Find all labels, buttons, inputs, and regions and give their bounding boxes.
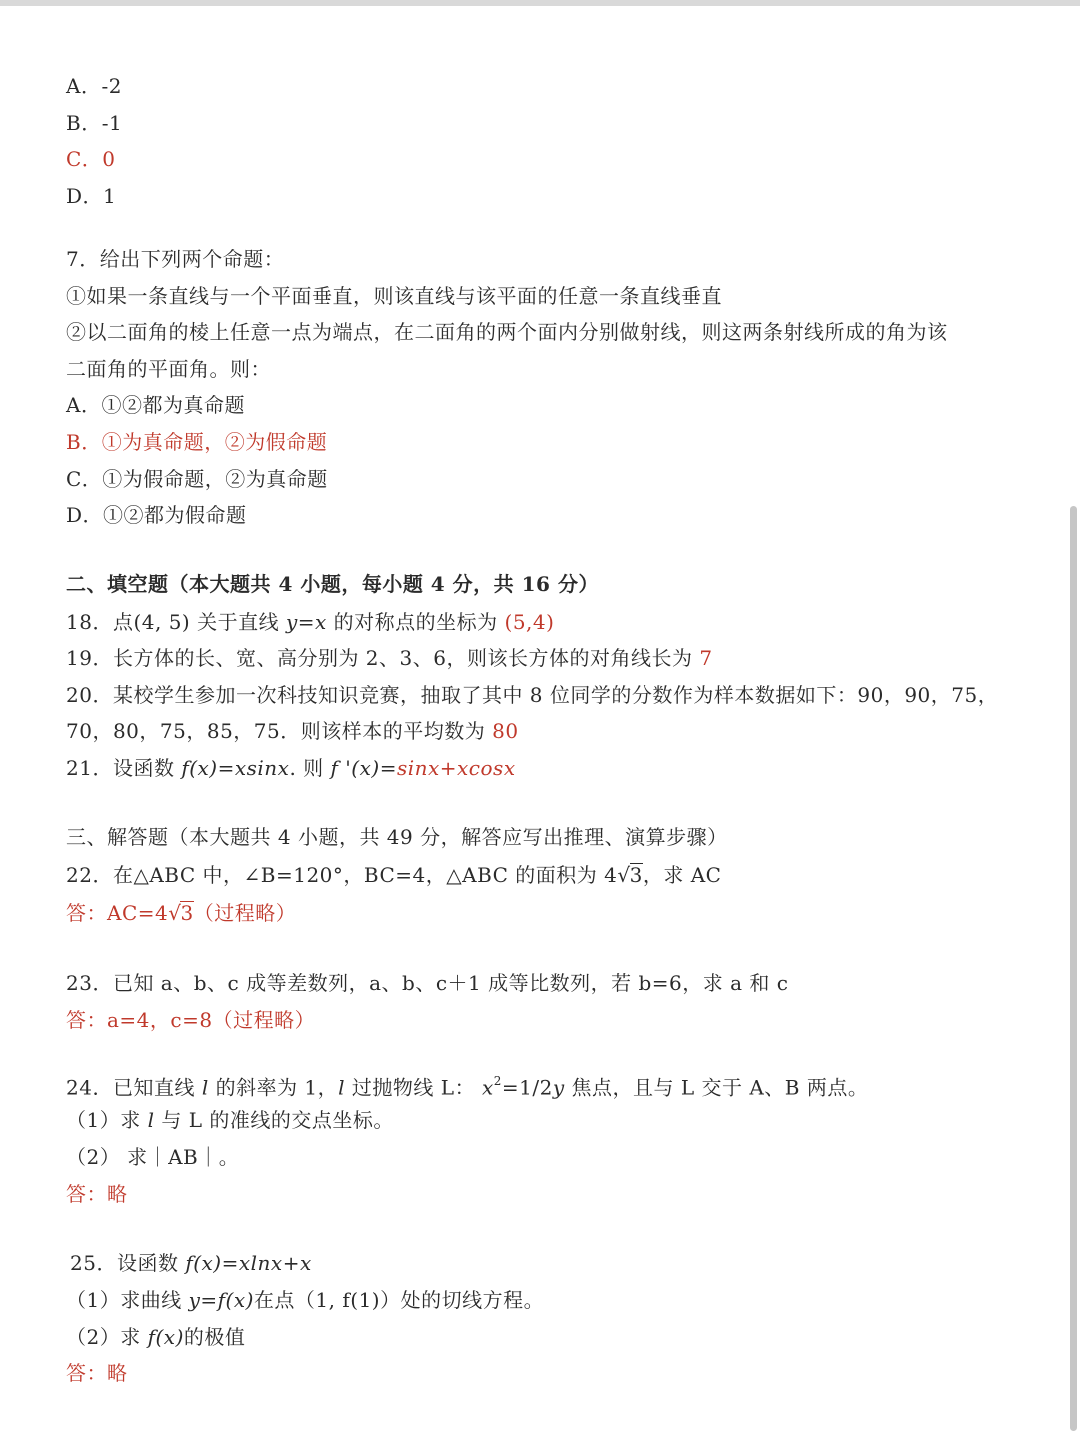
a25-answer: 答：略 bbox=[66, 1361, 128, 1385]
q18-text-pre: 18．点(4, 5) 关于直线 bbox=[66, 610, 286, 634]
q20-line2-text: 70，80，75，85，75．则该样本的平均数为 bbox=[66, 719, 493, 743]
q24-post: 焦点，且与 L 交于 A、B 两点。 bbox=[564, 1075, 869, 1100]
q19-text: 19．长方体的长、宽、高分别为 2、3、6，则该长方体的对角线长为 bbox=[66, 646, 700, 670]
a22-pre: 答：AC=4 bbox=[66, 901, 169, 925]
q24-pre: 24．已知直线 bbox=[66, 1075, 202, 1100]
q25-part2 bbox=[66, 1323, 245, 1351]
section3-heading: 三、解答题（本大题共 4 小题，共 49 分，解答应写出推理、演算步骤） bbox=[66, 825, 728, 849]
top-border bbox=[0, 0, 1080, 6]
radicand: 3 bbox=[180, 901, 194, 925]
q24-part2: （2） 求｜AB｜。 bbox=[66, 1145, 240, 1169]
a22-post: （过程略） bbox=[193, 901, 297, 925]
q7-proposition-1: ①如果一条直线与一个平面垂直，则该直线与该平面的任意一条直线垂直 bbox=[66, 284, 722, 308]
q18-answer: (5,4) bbox=[504, 610, 555, 634]
q7-option-a: A．①②都为真命题 bbox=[66, 393, 245, 417]
q6-option-c-answer: C．0 bbox=[66, 147, 116, 171]
q25-1-post: 在点（1, f(1)）处的切线方程。 bbox=[253, 1288, 545, 1312]
a24-answer: 答：略 bbox=[66, 1182, 128, 1206]
q7-proposition-2-line1: ②以二面角的棱上任意一点为端点，在二面角的两个面内分别做射线，则这两条射线所成的角为该 bbox=[66, 320, 948, 344]
q7-stem: 7．给出下列两个命题： bbox=[66, 247, 285, 271]
q24-exponent: 2 bbox=[493, 1074, 502, 1088]
q22-pre: 22．在△ABC 中，∠B=120°，BC=4，△ABC 的面积为 4 bbox=[66, 863, 618, 887]
q24-var-l2: l bbox=[338, 1075, 346, 1100]
q25-1-pre: （1）求曲线 bbox=[66, 1288, 189, 1312]
q7-option-d: D．①②都为假命题 bbox=[66, 503, 247, 527]
scrollbar-thumb[interactable] bbox=[1070, 506, 1077, 1431]
q21-pre: 21．设函数 bbox=[66, 756, 182, 780]
q25-pre: 25．设函数 bbox=[70, 1251, 186, 1275]
q24-mid2: 过抛物线 L： bbox=[345, 1075, 482, 1100]
q25-2-pre: （2）求 bbox=[66, 1325, 148, 1349]
q20-line1: 20．某校学生参加一次科技知识竞赛，抽取了其中 8 位同学的分数作为样本数据如下：90，90，75， bbox=[66, 683, 999, 707]
q7-option-b-answer: B．①为真命题，②为假命题 bbox=[66, 430, 328, 454]
q25-part1 bbox=[66, 1286, 544, 1314]
q18-var-y: y bbox=[285, 610, 298, 634]
q24 bbox=[66, 1069, 868, 1102]
q25-function: f(x)=xlnx+x bbox=[185, 1251, 312, 1275]
q25-2-fx: f(x) bbox=[147, 1325, 184, 1349]
q20-line2 bbox=[66, 717, 519, 745]
q18-eq: = bbox=[297, 610, 316, 634]
sqrt-symbol bbox=[168, 899, 193, 927]
a22-answer bbox=[66, 899, 296, 927]
a23-answer: 答：a=4，c=8（过程略） bbox=[66, 1008, 316, 1032]
q19-answer: 7 bbox=[699, 646, 713, 670]
q7-option-c: C．①为假命题，②为真命题 bbox=[66, 467, 328, 491]
q24-1-var-l: l bbox=[147, 1108, 155, 1132]
q6-option-a: A．-2 bbox=[66, 74, 122, 98]
q18 bbox=[66, 608, 554, 636]
q21 bbox=[66, 754, 516, 782]
q7-proposition-2-line2: 二面角的平面角。则： bbox=[66, 357, 271, 381]
q24-eq: =1/2 bbox=[501, 1075, 553, 1100]
radical-sign: √ bbox=[617, 863, 631, 887]
radicand: 3 bbox=[629, 863, 643, 887]
q25-2-post: 的极值 bbox=[183, 1325, 246, 1349]
q24-var-l: l bbox=[201, 1075, 209, 1100]
q24-mid1: 的斜率为 1， bbox=[208, 1075, 339, 1100]
q20-answer: 80 bbox=[492, 719, 519, 743]
q6-option-d: D．1 bbox=[66, 184, 117, 208]
q24-var-x: x bbox=[481, 1075, 494, 1100]
q24-1-post: 与 L 的准线的交点坐标。 bbox=[154, 1108, 394, 1132]
q19 bbox=[66, 644, 713, 672]
q22 bbox=[66, 861, 721, 889]
q21-mid: . 则 bbox=[289, 756, 331, 780]
q18-text-post: 的对称点的坐标为 bbox=[326, 610, 505, 634]
q24-1-pre: （1）求 bbox=[66, 1108, 148, 1132]
q23: 23．已知 a、b、c 成等差数列，a、b、c＋1 成等比数列，若 b=6，求 a 和 c bbox=[66, 971, 789, 995]
q21-derivative: f '(x)= bbox=[330, 756, 397, 780]
q22-post: ，求 AC bbox=[642, 863, 722, 887]
q25 bbox=[70, 1249, 312, 1277]
q21-answer: sinx+xcosx bbox=[396, 756, 516, 780]
q6-option-b: B．-1 bbox=[66, 111, 123, 135]
q18-var-x: x bbox=[315, 610, 327, 634]
section2-heading: 二、填空题（本大题共 4 小题，每小题 4 分，共 16 分） bbox=[66, 572, 599, 596]
q25-1-eq: y=f(x) bbox=[188, 1288, 254, 1312]
q24-var-y: y bbox=[552, 1075, 565, 1100]
sqrt-symbol bbox=[617, 861, 642, 889]
q21-function: f(x)=xsinx bbox=[181, 756, 290, 780]
q24-part1 bbox=[66, 1106, 394, 1134]
radical-sign: √ bbox=[168, 901, 182, 925]
